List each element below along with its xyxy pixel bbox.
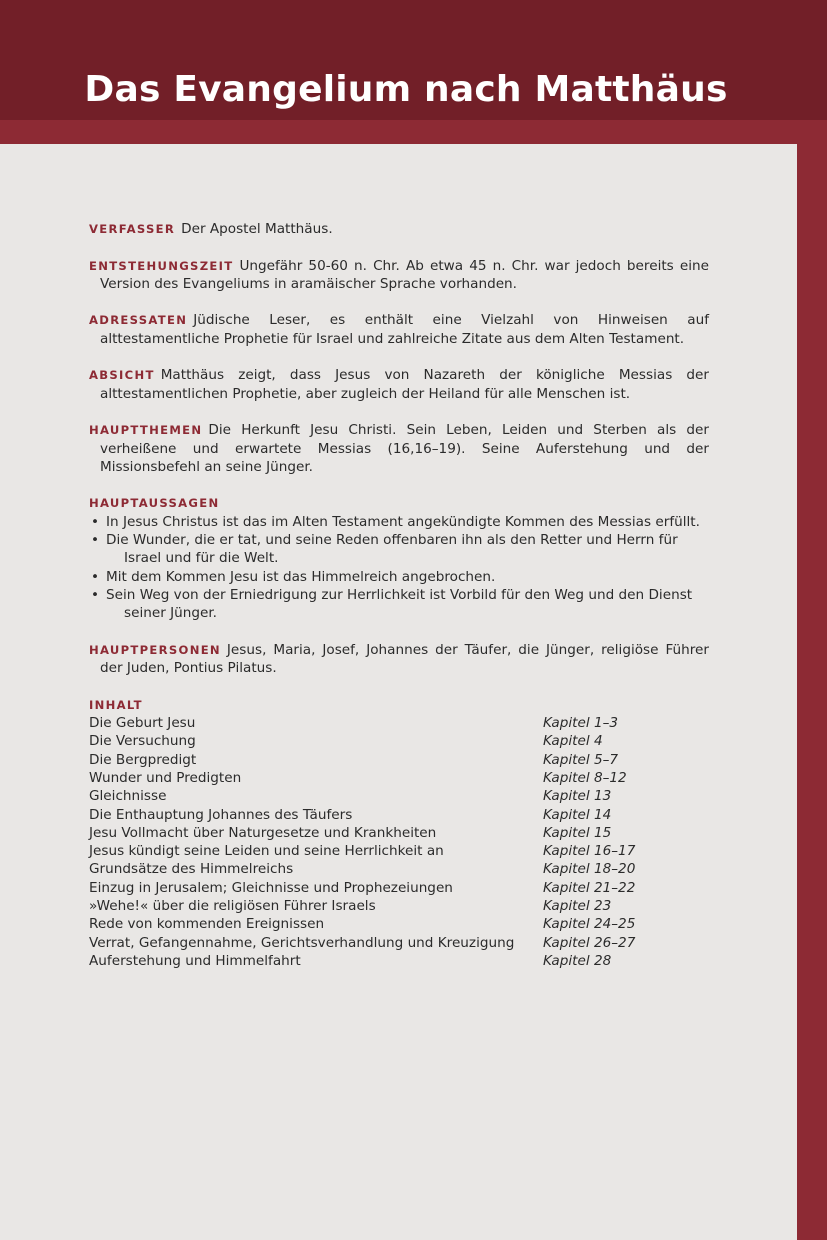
table-of-contents (89, 714, 709, 970)
table-row (89, 769, 709, 787)
list-item: • In Jesus Christus ist das im Alten Testament angekündigte Kommen des Messias erfüllt. (89, 513, 709, 531)
toc-chapter: Kapitel 5–7 (543, 751, 619, 768)
hauptaussagen-label: HAUPTAUSSAGEN (89, 496, 220, 511)
section-text: Ungefähr 50-60 n. Chr. Ab etwa 45 n. Chr. war jedoch bereits eine Version des Evangeliums in aramäischer Sprache vorhanden. (100, 257, 709, 292)
toc-chapter: Kapitel 1–3 (543, 715, 619, 732)
toc-title: Rede von kommenden Ereignissen (89, 916, 325, 933)
toc-title: Jesus kündigt seine Leiden und seine Herrlichkeit an (89, 843, 444, 860)
table-row (89, 842, 709, 860)
section-label: HAUPTTHEMEN (89, 423, 203, 438)
toc-chapter: Kapitel 13 (543, 788, 612, 805)
toc-title: Grundsätze des Himmelreichs (89, 861, 294, 878)
table-row (89, 806, 709, 824)
toc-title: Einzug in Jerusalem; Gleichnisse und Prophezeiungen (89, 879, 453, 896)
table-row (89, 934, 709, 952)
toc-title: Jesu Vollmacht über Naturgesetze und Krankheiten (89, 824, 437, 841)
inhalt-label: INHALT (89, 697, 143, 712)
table-row (89, 879, 709, 897)
table-row (89, 824, 709, 842)
hauptaussagen-list (89, 513, 709, 623)
toc-title: Wunder und Predigten (89, 769, 242, 786)
section-hauptthemen (89, 421, 709, 476)
table-row (89, 897, 709, 915)
table-row (89, 714, 709, 732)
toc-title: Auferstehung und Himmelfahrt (89, 952, 301, 969)
toc-chapter: Kapitel 14 (543, 806, 612, 823)
content (89, 220, 709, 970)
toc-chapter: Kapitel 26–27 (543, 934, 636, 951)
list-item: • Die Wunder, die er tat, und seine Reden offenbaren ihn als den Retter und Herrn für Israel und für die Welt. (89, 531, 709, 568)
section-label: ABSICHT (89, 368, 155, 383)
toc-chapter: Kapitel 24–25 (543, 916, 636, 933)
table-row (89, 732, 709, 750)
content-panel (0, 144, 797, 1240)
toc-chapter: Kapitel 4 (543, 733, 603, 750)
list-item: • Mit dem Kommen Jesu ist das Himmelreich angebrochen. (89, 568, 709, 586)
toc-chapter: Kapitel 21–22 (543, 879, 636, 896)
table-row (89, 952, 709, 970)
toc-chapter: Kapitel 15 (543, 824, 612, 841)
section-label: VERFASSER (89, 222, 176, 236)
section-label: ENTSTEHUNGSZEIT (89, 258, 234, 273)
toc-title: Verrat, Gefangennahme, Gerichtsverhandlung und Kreuzigung (89, 934, 515, 951)
toc-chapter: Kapitel 8–12 (543, 769, 627, 786)
toc-chapter: Kapitel 16–17 (543, 843, 636, 860)
section-text: Der Apostel Matthäus. (181, 221, 333, 237)
toc-chapter: Kapitel 28 (543, 952, 612, 969)
section-label: HAUPTPERSONEN (89, 642, 221, 657)
toc-chapter: Kapitel 18–20 (543, 861, 636, 878)
section-hauptpersonen (89, 641, 709, 678)
section-label: ADRESSATEN (89, 313, 188, 328)
toc-title: Gleichnisse (89, 788, 167, 805)
list-item: • Sein Weg von der Erniedrigung zur Herrlichkeit ist Vorbild für den Weg und den Dienst seiner Jünger. (89, 586, 709, 623)
toc-title: Die Enthauptung Johannes des Täufers (89, 806, 353, 823)
table-row (89, 787, 709, 805)
section-entstehungszeit (89, 257, 709, 294)
toc-chapter: Kapitel 23 (543, 897, 612, 914)
page-title: Das Evangelium nach Matthäus (84, 69, 728, 110)
table-row (89, 915, 709, 933)
section-verfasser (89, 220, 709, 238)
section-absicht (89, 366, 709, 403)
table-row (89, 751, 709, 769)
section-text: Jüdische Leser, es enthält eine Vielzahl von Hinweisen auf alttestamentliche Prophetie für Israel und zahlreiche Zitate aus dem Alten Testament. (100, 312, 709, 347)
toc-title: Die Versuchung (89, 733, 196, 750)
section-adressaten (89, 311, 709, 348)
section-text: Jesus, Maria, Josef, Johannes der Täufer, die Jünger, religiöse Führer der Juden, Pontius Pilatus. (100, 641, 709, 677)
table-row (89, 860, 709, 878)
toc-title: Die Bergpredigt (89, 751, 197, 768)
toc-title: »Wehe!« über die religiösen Führer Israels (89, 897, 376, 914)
toc-title: Die Geburt Jesu (89, 715, 196, 732)
section-text: Matthäus zeigt, dass Jesus von Nazareth der königliche Messias der alttestamentlichen Prophetie, aber zugleich der Heiland für alle Menschen ist. (100, 367, 709, 402)
section-text: Die Herkunft Jesu Christi. Sein Leben, Leiden und Sterben als der verheißene und erwartete Messias (16,16–19). Seine Auferstehung und der Missionsbefehl an seine Jünger. (100, 422, 709, 475)
